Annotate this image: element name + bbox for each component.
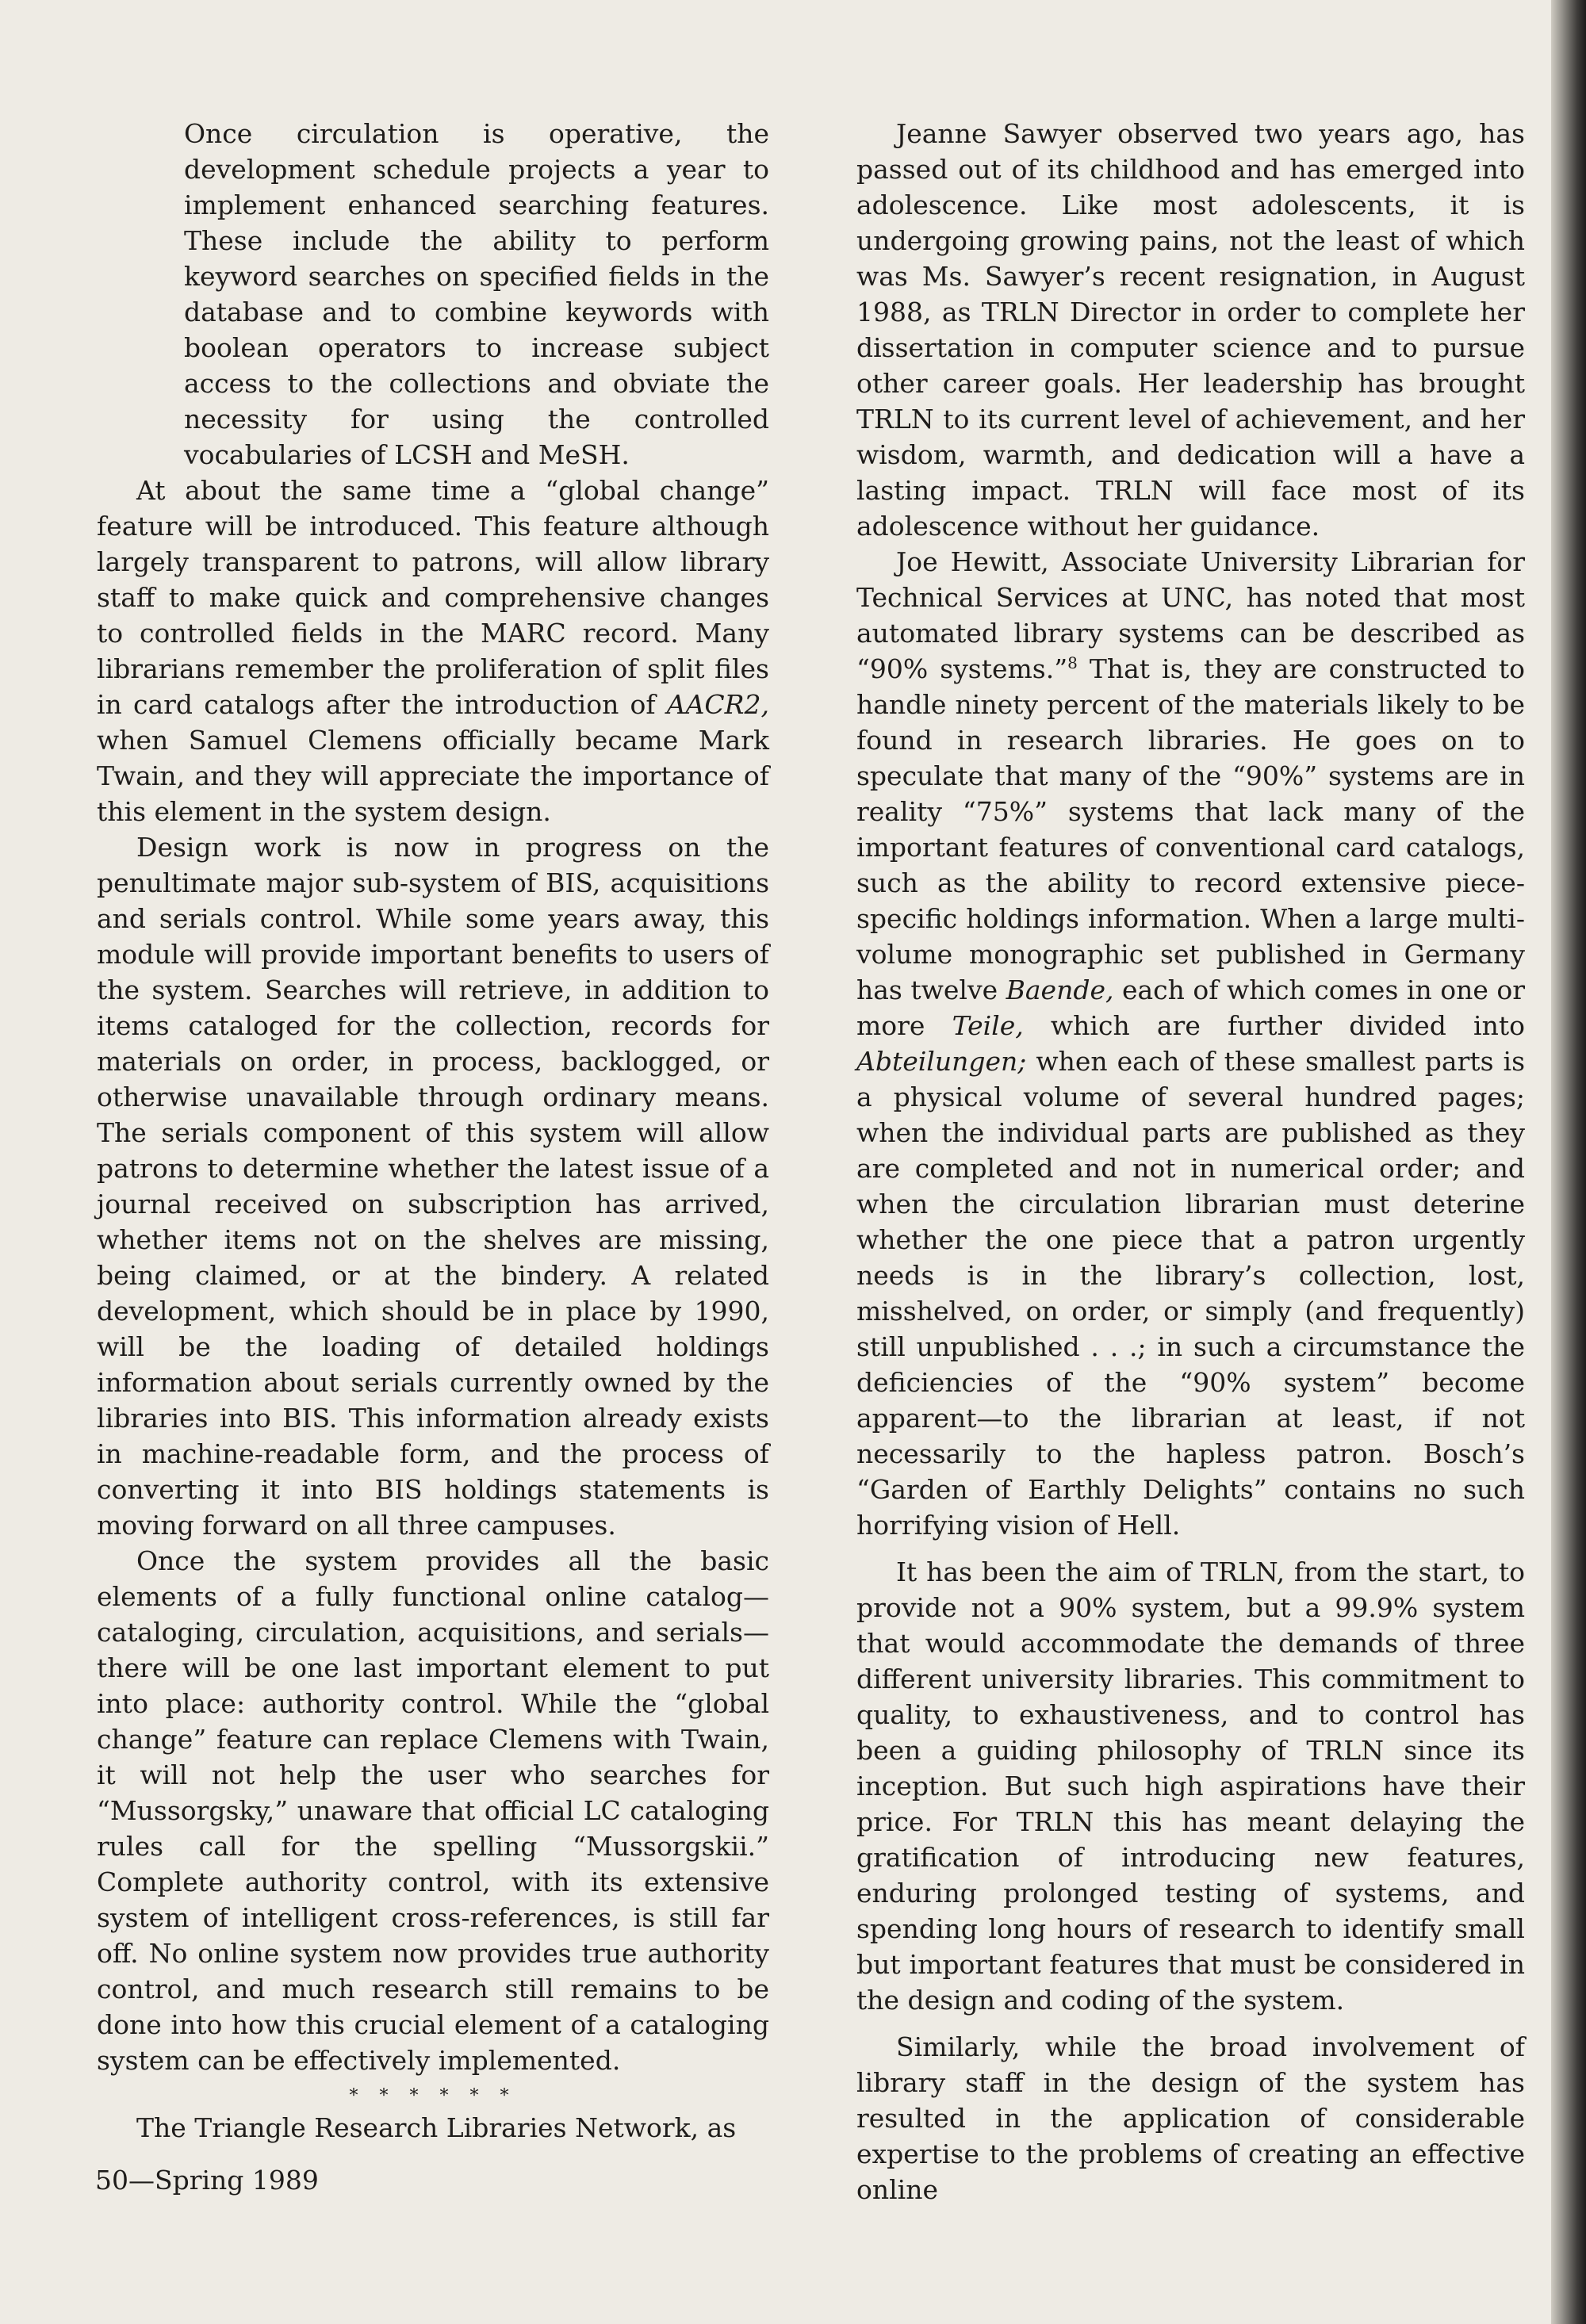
paragraph [856,1554,1525,2018]
paragraph [97,116,769,473]
paragraph [856,2029,1525,2207]
paragraph-text: It has been the aim of TRLN, from the start, to provide not a 90% system, but a 99.9% system that would accommodate the demands of three different university libraries. This commitment to quality, to exhaustiveness, and to control has been a guiding philosophy of TRLN since its inception. But such high aspirations have their price. For TRLN this has meant delaying the gratification of introducing new features, enduring prolonged testing of systems, and spending long hours of research to identify small but important features that must be considered in the design and coding of the system. [856,1556,1525,2016]
paragraph-text: The Triangle Research Libraries Network, as [136,2112,737,2143]
book-spine-shadow [1551,0,1586,2324]
italic-text: Abteilungen; [856,1046,1027,1077]
footnote-marker: 8 [1067,653,1078,672]
paragraph-text: when Samuel Clemens officially became Mark Twain, and they will appreciate the importance of this element in the system design. [97,725,769,827]
paragraph-text: That is, they are constructed to handle ninety percent of the materials likely to be found in research libraries. He goes on to speculate that many of the “90%” systems are in reality “75%” systems that lack many of the important features of conventional card catalogs, such as the ability to record extensive piece-specific holdings information. When a large multi-volume monographic set published in Germany has twelve [856,653,1525,1005]
paragraph [97,829,769,1543]
paragraph-text: Design work is now in progress on the penultimate major sub-system of BIS, acquisitions and serials control. While some years away, this module will provide important benefits to users of the system. Searches will retrieve, in addition to items cataloged for the collection, records for materials on order, in process, backlogged, or otherwise unavailable through ordinary means. The serials component of this system will allow patrons to determine whether the latest issue of a journal received on subscription has arrived, whether items not on the shelves are missing, being claimed, or at the bindery. A related development, which should be in place by 1990, will be the loading of detailed holdings information about serials currently owned by the libraries into BIS. This information already exists in machine-readable form, and the process of converting it into BIS holdings statements is moving forward on all three campuses. [97,832,769,1541]
paragraph-text: Similarly, while the broad involvement of library staff in the design of the system has resulted in the application of considerable expertise to the problems of creating an effective online [856,2031,1525,2205]
paragraph [97,2110,769,2146]
paragraph [97,1543,769,2078]
paragraph-text: At about the same time a “global change” feature will be introduced. This feature although largely transparent to patrons, will allow library staff to make quick and comprehensive changes to controlled fields in the MARC record. Many librarians remember the proliferation of split files in card catalogs after the introduction of [97,475,769,720]
paragraph-text: Once circulation is operative, the development schedule projects a year to implement enhanced searching features. These include the ability to perform keyword searches on specified fields in the database and to combine keywords with boolean operators to increase subject access to the collections and obviate the necessity for using the controlled vocabularies of LCSH and MeSH. [184,118,769,470]
section-separator: * * * * * * [349,2086,517,2106]
paragraph [856,116,1525,544]
left-column [97,116,769,2146]
paragraph-text: Joe Hewitt, Associate University Librarian for Technical Services at UNC, has noted that most automated library systems can be described as “90% systems.” [856,546,1525,684]
right-column [856,116,1525,2207]
italic-text: AACR2, [666,689,769,720]
italic-text: Teile, [952,1010,1024,1041]
italic-text: Baende, [1006,974,1114,1005]
paragraph-text: which are further divided into [1023,1010,1525,1041]
paragraph [97,473,769,829]
paragraph-text: when each of these smallest parts is a physical volume of several hundred pages; when the individual parts are published as they are completed and not in numerical order; and when the circulation librarian must deterine whether the one piece that a patron urgently needs is in the library’s collection, lost, misshelved, on order, or simply (and frequently) still unpublished . . .; in such a circumstance the deficiencies of the “90% system” become apparent—to the librarian at least, if not necessarily to the hapless patron. Bosch’s “Garden of Earthly Delights” contains no such horrifying vision of Hell. [856,1046,1525,1541]
paragraph-text: Once the system provides all the basic elements of a fully functional online catalog—cataloging, circulation, acquisitions, and serials—there will be one last important element to put into place: authority control. While the “global change” feature can replace Clemens with Twain, it will not help the user who searches for “Mussorgsky,” unaware that official LC cataloging rules call for the spelling “Mussorgskii.” Complete authority control, with its extensive system of intelligent cross-references, is still far off. No online system now provides true authority control, and much research still remains to be done into how this crucial element of a cataloging system can be effectively implemented. [97,1545,769,2076]
paragraph-text: each of which comes in one or more [856,974,1525,1041]
page-footer: 50—Spring 1989 [95,2165,319,2196]
paragraph-text: Jeanne Sawyer observed two years ago, has passed out of its childhood and has emerged into adolescence. Like most adolescents, it is undergoing growing pains, not the least of which was Ms. Sawyer’s recent resignation, in August 1988, as TRLN Director in order to complete her dissertation in computer science and to pursue other career goals. Her leadership has brought TRLN to its current level of achievement, and her wisdom, warmth, and dedication will a have a lasting impact. TRLN will face most of its adolescence without her guidance. [856,118,1525,542]
paragraph [856,544,1525,1543]
